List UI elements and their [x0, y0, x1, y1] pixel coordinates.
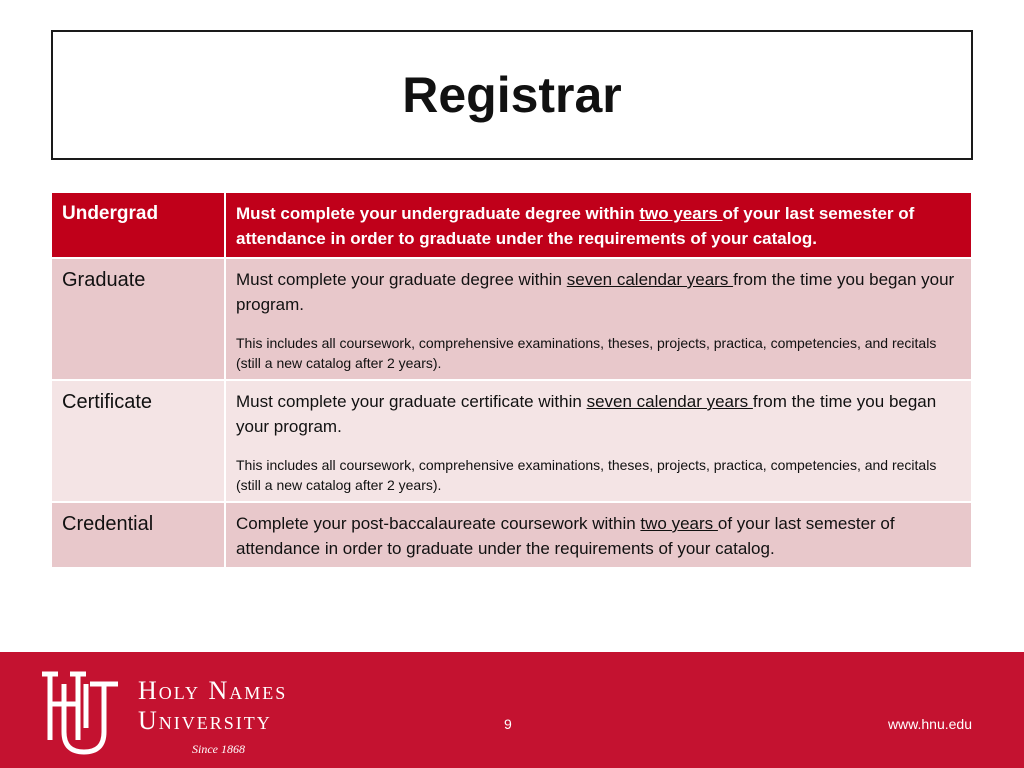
row-description — [226, 259, 973, 381]
row-note: This includes all coursework, comprehensive examinations, theses, projects, practica, competencies, and recitals (still a new catalog after 2 years). — [236, 457, 937, 493]
title-box — [51, 30, 973, 160]
description-text: Must complete your graduate degree within — [236, 270, 567, 289]
row-label: Certificate — [52, 381, 226, 503]
table-row — [52, 193, 973, 259]
time-limit: seven calendar years — [566, 270, 734, 289]
time-limit: two years — [639, 204, 723, 223]
time-limit: two years — [640, 514, 718, 533]
row-label: Credential — [52, 503, 226, 569]
slide-title: Registrar — [402, 67, 622, 123]
row-label: Graduate — [52, 259, 226, 381]
description-text: Complete your post-baccalaureate coursework within — [236, 514, 641, 533]
requirements-table — [52, 193, 973, 569]
since-tagline: Since 1868 — [192, 742, 245, 756]
table-row — [52, 503, 973, 569]
description-text: of your last semester of attendance in order to graduate under the requirements of your catalog. — [236, 204, 915, 248]
description-text: from the time you began your program. — [236, 392, 937, 436]
table-row — [52, 381, 973, 503]
row-note: This includes all coursework, comprehensive examinations, theses, projects, practica, competencies, and recitals (still a new catalog after 2 years). — [236, 335, 937, 371]
description-text: of your last semester of attendance in order to graduate under the requirements of your catalog. — [236, 514, 895, 558]
footer-bar — [0, 652, 1024, 768]
university-logo-icon — [30, 662, 130, 762]
university-name-line: University — [138, 706, 272, 735]
page-number: 9 — [504, 716, 512, 732]
university-name — [138, 676, 287, 736]
row-description — [226, 193, 973, 259]
row-label: Undergrad — [52, 193, 226, 259]
table-row — [52, 259, 973, 381]
description-text: from the time you began your program. — [236, 270, 955, 314]
university-name-line: Holy Names — [138, 676, 288, 705]
row-description — [226, 503, 973, 569]
time-limit: seven calendar years — [586, 392, 753, 411]
website-link[interactable]: www.hnu.edu — [887, 716, 972, 732]
description-text: Must complete your undergraduate degree within — [236, 204, 640, 223]
row-description — [226, 381, 973, 503]
description-text: Must complete your graduate certificate within — [236, 392, 587, 411]
